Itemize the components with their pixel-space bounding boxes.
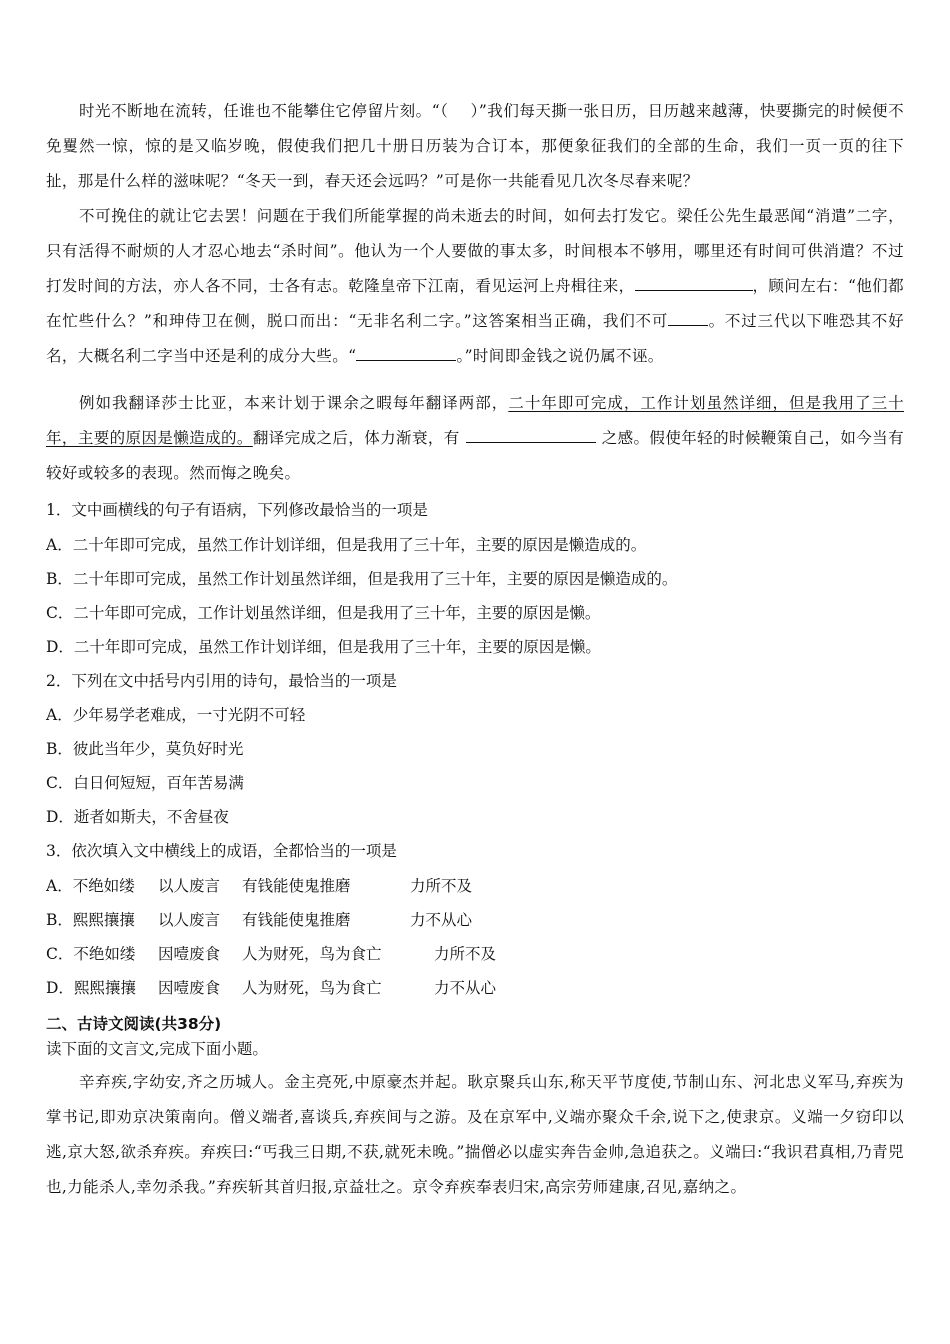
option-word-4: 力不从心 [434,979,497,997]
idiom-blank-2 [668,309,708,326]
idiom-blank-4 [466,426,596,443]
p3-text-c: 之感。假使年轻的时候鞭策自己，如今当有较好或较多的表现。然而悔之晚矣。 [46,429,904,482]
question-1-stem: 1．文中画横线的句子有语病，下列修改最恰当的一项是 [46,501,428,519]
option-word-1: 不绝如缕 [73,945,136,963]
p2-text-a: 不可挽住的就让它去罢！问题在于我们所能掌握的尚未逝去的时间，如何去打发它。梁任公先生最恶闻“消遣”二字，只有活得不耐烦的人才忍心地去“杀时间”。他认为一个人要做的事太多，时间根本不够用，哪里还有时间可供消遣？不过打发时间的方法，亦人各不同，士各有志。乾隆皇帝下江南，看见运河上舟楫往来， [46,207,904,295]
p3-text-a: 例如我翻译莎士比亚，本来计划于课余之暇每年翻译两部， [79,394,509,412]
question-1-option-c: C．二十年即可完成，工作计划虽然详细，但是我用了三十年，主要的原因是懒。 [46,604,601,622]
p2-text-d: 。”时间即金钱之说仍属不诬。 [456,347,664,365]
option-word-2: 因噎废食 [158,979,221,997]
option-word-3: 有钱能使鬼推磨 [242,911,351,929]
option-word-2: 因噎废食 [158,945,221,963]
question-1-option-b: B．二十年即可完成，虽然工作计划虽然详细，但是我用了三十年，主要的原因是懒造成的。 [46,570,678,588]
option-label: B． [46,911,73,929]
p2-text-c: 。不过三代以下唯恐其不好名，大概名利二字当中还是利的成分大些。“ [46,312,904,365]
option-word-2: 以人废言 [158,911,221,929]
p2-text-b: ，顾问左右：“他们都在忙些什么？”和珅侍卫在侧，脱口而出：“无非名利二字。”这答案相当正确，我们不可 [46,277,904,330]
question-3-stem: 3．依次填入文中横线上的成语，全都恰当的一项是 [46,842,397,860]
option-label: D． [46,979,74,997]
option-word-4: 力所不及 [434,945,497,963]
passage-paragraph-1 [46,94,904,199]
question-3-option-b [46,910,904,930]
option-word-4: 力所不及 [410,877,473,895]
section-2-instruction: 读下面的文言文,完成下面小题。 [46,1040,268,1058]
p3-text-b: 翻译完成之后，体力渐衰，有 [252,429,460,447]
question-3-option-c [46,944,904,964]
option-label: A． [46,877,73,895]
question-3-option-d [46,978,904,998]
passage-paragraph-3 [46,386,904,491]
section-2-heading: 二、古诗文阅读(共38分) [46,1015,222,1033]
question-1-option-a: A．二十年即可完成，虽然工作计划详细，但是我用了三十年，主要的原因是懒造成的。 [46,536,647,554]
option-word-1: 熙熙攘攘 [72,911,135,929]
option-word-1: 不绝如缕 [72,877,135,895]
idiom-blank-1 [635,274,753,291]
underlined-sentence: 二十年即可完成，工作计划虽然详细，但是我用了三十年，主要的原因是懒造成的。 [46,394,904,447]
question-1-option-d: D．二十年即可完成，虽然工作计划详细，但是我用了三十年，主要的原因是懒。 [46,638,601,656]
passage-paragraph-2 [46,199,904,374]
p1-text-b: ）”我们每天撕一张日历，日历越来越薄，快要撕完的时候便不免矍然一惊，惊的是又临岁晚，假使我们把几十册日历装为合订本，那便象征我们的全部的生命，我们一页一页的往下扯，那是什么样的滋味呢？“冬天一到，春天还会远吗？”可是你一共能看见几次冬尽春来呢？ [46,102,904,190]
classical-chinese-passage: 辛弃疾,字幼安,齐之历城人。金主亮死,中原豪杰并起。耿京聚兵山东,称天平节度使,节制山东、河北忠义军马,弃疾为掌书记,即劝京决策南向。僧义端者,喜谈兵,弃疾间与之游。及在京军中,义端亦聚众千余,说下之,使隶京。义端一夕窃印以逃,京大怒,欲杀弃疾。弃疾曰:“丐我三日期,不获,就死未晚。”揣僧必以虚实奔告金帅,急追获之。义端曰:“我识君真相,乃青兕也,力能杀人,幸勿杀我。”弃疾斩其首归报,京益壮之。京令弃疾奉表归宋,高宗劳师建康,召见,嘉纳之。 [46,1073,904,1196]
question-3-option-a [46,876,904,896]
question-2-option-a: A．少年易学老难成，一寸光阴不可轻 [46,706,306,724]
option-word-1: 熙熙攘攘 [73,979,136,997]
option-word-3: 人为财死，鸟为食亡 [242,979,382,997]
option-label: C． [46,945,74,963]
question-2-option-c: C．白日何短短，百年苦易满 [46,774,244,792]
option-word-3: 有钱能使鬼推磨 [242,877,351,895]
question-2-stem: 2．下列在文中括号内引用的诗句，最恰当的一项是 [46,672,397,690]
p1-text-a: 时光不断地在流转，任谁也不能攀住它停留片刻。“（ [79,102,449,120]
question-2-option-d: D．逝者如斯夫，不舍昼夜 [46,808,229,826]
option-word-4: 力不从心 [410,911,473,929]
option-word-3: 人为财死，鸟为食亡 [242,945,382,963]
idiom-blank-3 [356,344,456,361]
question-2-option-b: B．彼此当年少，莫负好时光 [46,740,244,758]
option-word-2: 以人废言 [158,877,221,895]
